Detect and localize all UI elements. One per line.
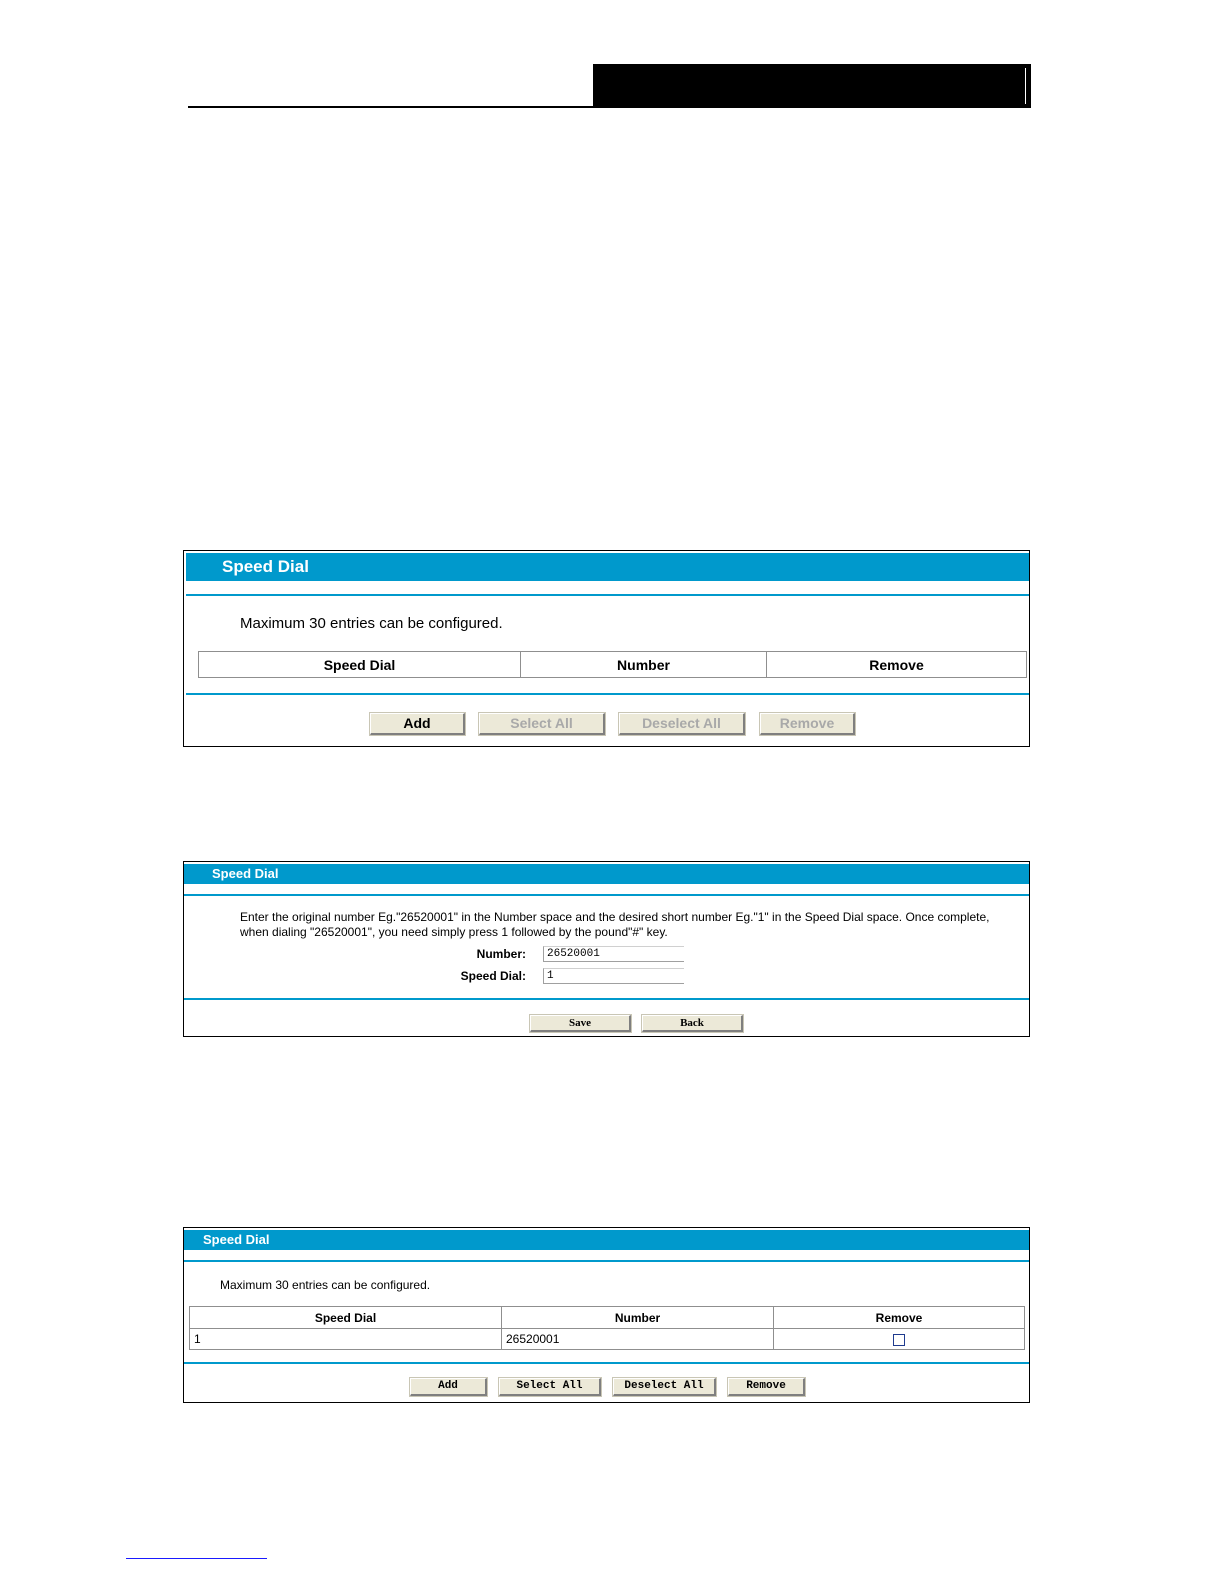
select-all-button[interactable]: Select All bbox=[479, 713, 605, 735]
header-block-edge bbox=[1025, 68, 1026, 104]
number-label: Number: bbox=[476, 947, 526, 961]
divider bbox=[186, 594, 1029, 596]
add-button[interactable]: Add bbox=[410, 1378, 487, 1396]
deselect-all-button[interactable]: Deselect All bbox=[613, 1378, 716, 1396]
remove-checkbox[interactable] bbox=[893, 1334, 905, 1346]
header-rule bbox=[188, 106, 593, 108]
column-header-speed-dial: Speed Dial bbox=[199, 652, 521, 678]
column-header-remove: Remove bbox=[767, 652, 1027, 678]
speed-dial-input[interactable]: 1 bbox=[543, 968, 684, 984]
panel-title: Speed Dial bbox=[184, 864, 1029, 884]
column-header-number: Number bbox=[502, 1307, 774, 1329]
remove-button[interactable]: Remove bbox=[728, 1378, 805, 1396]
header-block bbox=[593, 64, 1031, 108]
divider bbox=[186, 693, 1029, 695]
table-header-row bbox=[190, 1307, 1025, 1329]
column-header-number: Number bbox=[521, 652, 767, 678]
footer-link-underline bbox=[126, 1558, 267, 1559]
divider bbox=[184, 998, 1029, 1000]
max-entries-text: Maximum 30 entries can be configured. bbox=[240, 615, 503, 632]
select-all-button[interactable]: Select All bbox=[499, 1378, 601, 1396]
speed-dial-add-panel bbox=[183, 861, 1030, 1037]
remove-button[interactable]: Remove bbox=[760, 713, 855, 735]
speed-dial-label: Speed Dial: bbox=[460, 969, 526, 983]
column-header-remove: Remove bbox=[774, 1307, 1025, 1329]
deselect-all-button[interactable]: Deselect All bbox=[619, 713, 745, 735]
panel-title: Speed Dial bbox=[186, 553, 1029, 581]
divider bbox=[184, 1260, 1029, 1262]
instructions-text: Enter the original number Eg."26520001" in the Number space and the desired short number Eg."1" in the Speed Dial space. Once complete, when dialing "26520001", you need simply press 1 followed by the pound"#" key. bbox=[240, 910, 990, 939]
max-entries-text: Maximum 30 entries can be configured. bbox=[220, 1278, 431, 1292]
column-header-speed-dial: Speed Dial bbox=[190, 1307, 502, 1329]
speed-dial-table bbox=[189, 1306, 1025, 1350]
speed-dial-list-panel-empty bbox=[183, 550, 1030, 747]
table-row bbox=[190, 1329, 1025, 1350]
divider bbox=[184, 1362, 1029, 1364]
add-button[interactable]: Add bbox=[370, 713, 465, 735]
number-cell: 26520001 bbox=[502, 1329, 774, 1350]
back-button[interactable]: Back bbox=[642, 1015, 743, 1032]
remove-cell bbox=[774, 1329, 1025, 1350]
speed-dial-list-panel bbox=[183, 1227, 1030, 1403]
speed-dial-table bbox=[198, 651, 1027, 678]
speed-dial-cell: 1 bbox=[190, 1329, 502, 1350]
number-input[interactable]: 26520001 bbox=[543, 946, 684, 962]
divider bbox=[184, 894, 1029, 896]
table-header-row bbox=[199, 652, 1027, 678]
panel-title: Speed Dial bbox=[184, 1230, 1029, 1250]
save-button[interactable]: Save bbox=[530, 1015, 631, 1032]
